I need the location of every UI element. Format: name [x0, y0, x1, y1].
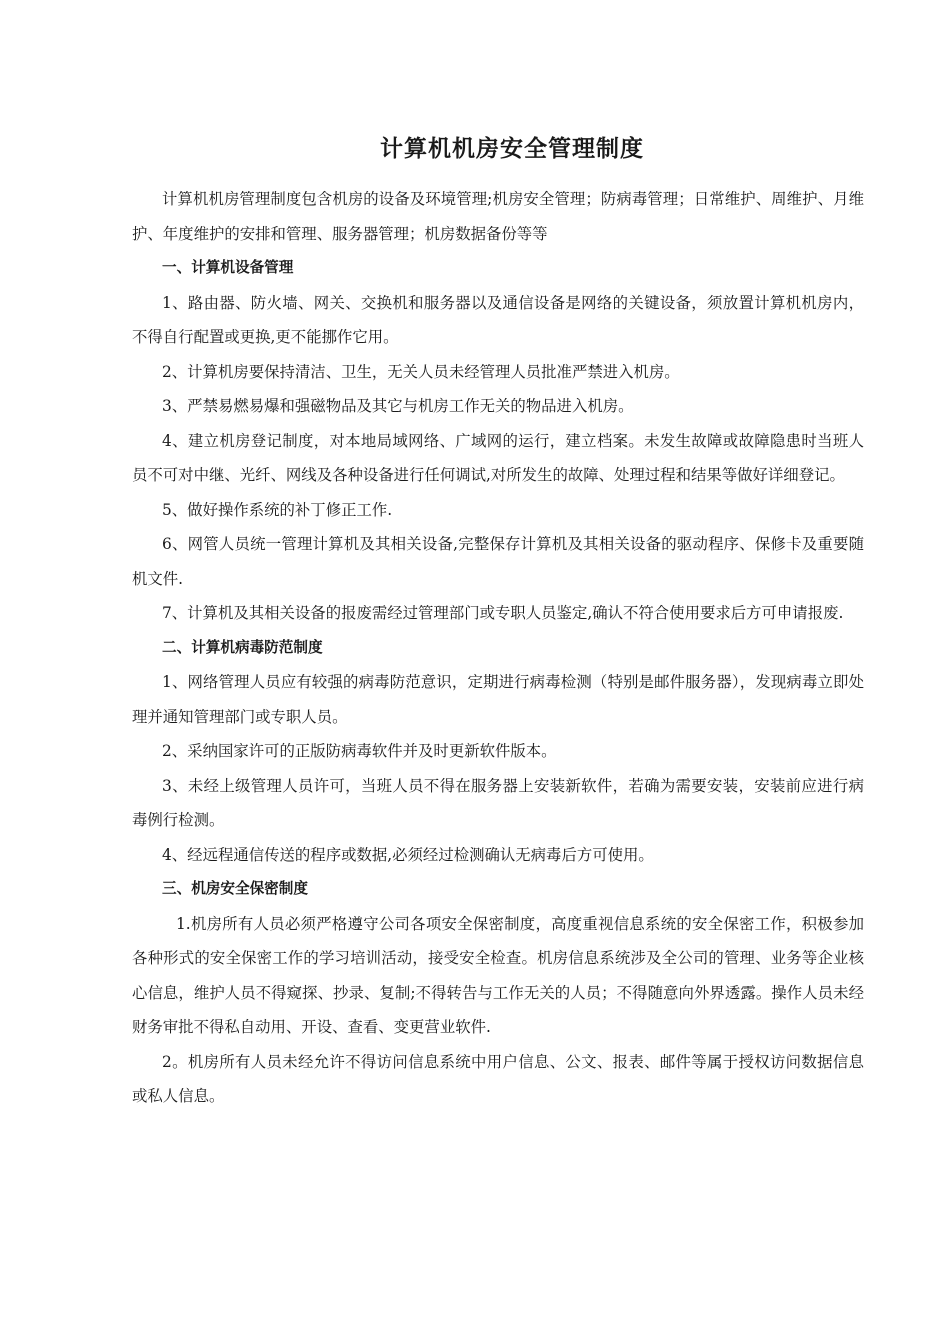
- virus-item-3: 3、未经上级管理人员许可，当班人员不得在服务器上安装新软件，若确为需要安装，安装前应进行病毒例行检测。: [132, 776, 864, 829]
- section-heading-security: 三、机房安全保密制度: [162, 880, 308, 897]
- security-item-1: 1.机房所有人员必须严格遵守公司各项安全保密制度，高度重视信息系统的安全保密工作，积极参加各种形式的安全保密工作的学习培训活动，接受安全检查。机房信息系统涉及全公司的管理、业务等企业核心信息，维护人员不得窥探、抄录、复制;不得转告与工作无关的人员；不得随意向外界透露。操作人员未经财务审批不得私自动用、开设、查看、变更营业软件.: [132, 914, 864, 1036]
- virus-item-2: 2、采纳国家许可的正版防病毒软件并及时更新软件版本。: [162, 742, 557, 760]
- virus-item-1: 1、网络管理人员应有较强的病毒防范意识，定期进行病毒检测（特别是邮件服务器），发现病毒立即处理并通知管理部门或专职人员。: [132, 673, 864, 726]
- section-heading-equipment: 一、计算机设备管理: [162, 259, 294, 276]
- section-heading-virus: 二、计算机病毒防范制度: [162, 638, 323, 656]
- intro-paragraph: 计算机机房管理制度包含机房的设备及环境管理;机房安全管理；防病毒管理；日常维护、周维护、月维护、年度维护的安排和管理、服务器管理；机房数据备份等等: [132, 190, 864, 243]
- equipment-item-3: 3、严禁易燃易爆和强磁物品及其它与机房工作无关的物品进入机房。: [162, 397, 634, 415]
- equipment-item-6: 6、网管人员统一管理计算机及其相关设备,完整保存计算机及其相关设备的驱动程序、保修卡及重要随机文件.: [132, 535, 864, 588]
- document-title: 计算机机房安全管理制度: [380, 136, 644, 162]
- equipment-item-2: 2、计算机房要保持清洁、卫生，无关人员未经管理人员批准严禁进入机房。: [162, 362, 680, 381]
- document-body: [132, 182, 864, 1114]
- virus-item-4: 4、经远程通信传送的程序或数据,必须经过检测确认无病毒后方可使用。: [162, 845, 654, 864]
- equipment-item-4: 4、建立机房登记制度，对本地局域网络、广域网的运行，建立档案。未发生故障或故障隐患时当班人员不可对中继、光纤、网线及各种设备进行任何调试,对所发生的故障、处理过程和结果等做好详细登记。: [132, 431, 864, 484]
- equipment-item-5: 5、做好操作系统的补丁修正工作.: [162, 500, 393, 519]
- security-item-2: 2。机房所有人员未经允许不得访问信息系统中用户信息、公文、报表、邮件等属于授权访问数据信息或私人信息。: [132, 1052, 864, 1105]
- equipment-item-7: 7、计算机及其相关设备的报废需经过管理部门或专职人员鉴定,确认不符合使用要求后方可申请报废.: [162, 604, 844, 622]
- equipment-item-1: 1、路由器、防火墙、网关、交换机和服务器以及通信设备是网络的关键设备，须放置计算机机房内，不得自行配置或更换,更不能挪作它用。: [132, 293, 864, 346]
